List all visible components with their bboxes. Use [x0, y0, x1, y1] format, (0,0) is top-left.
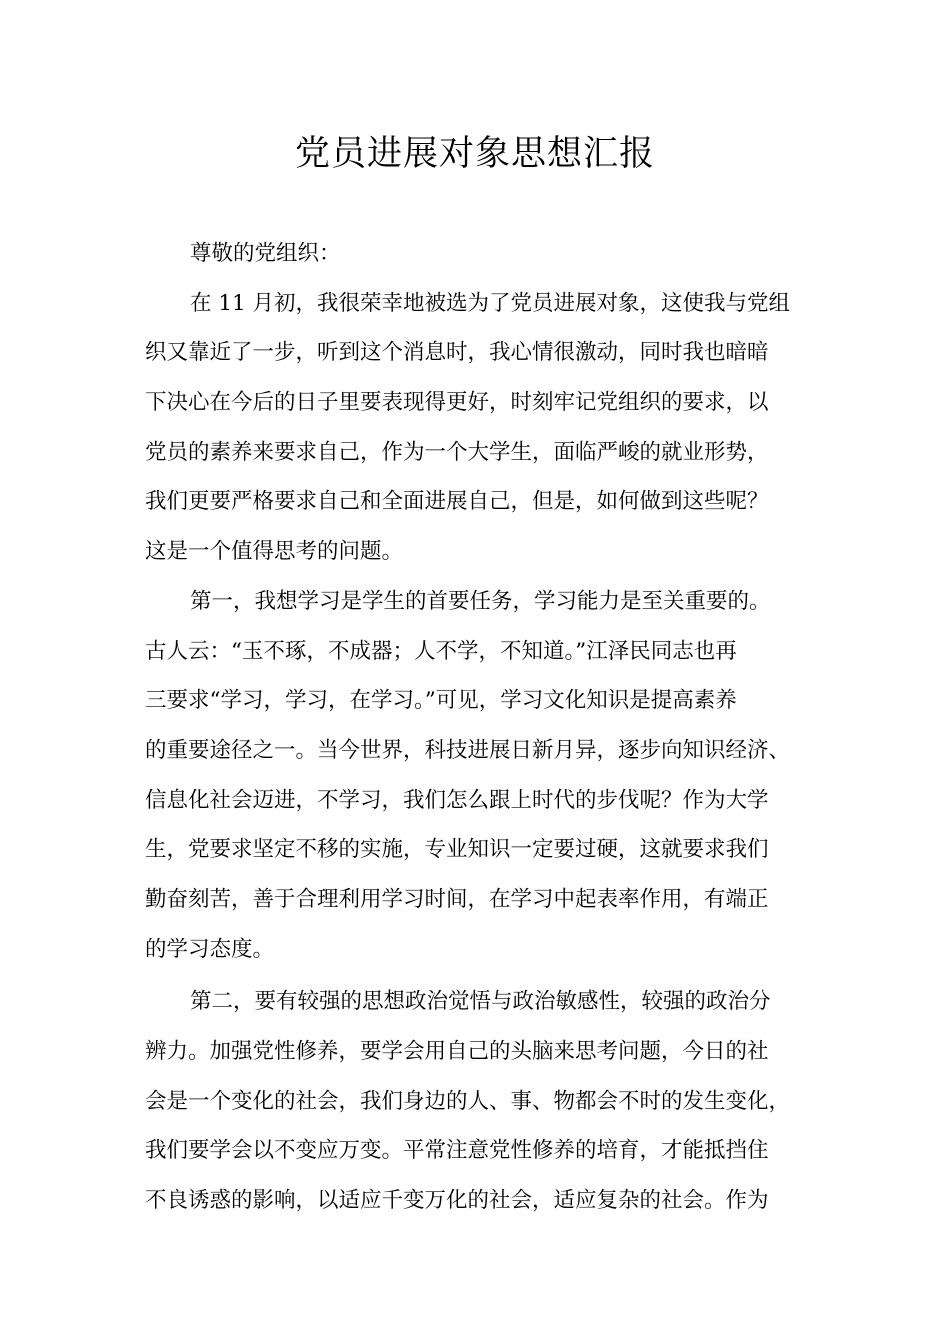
paragraph-2-line-3: 三要求“学习，学习，在学习。”可见，学习文化知识是提高素养 [145, 688, 737, 714]
paragraph-1-line-4: 党员的素养来要求自己，作为一个大学生，面临严峻的就业形势， [145, 439, 769, 465]
salutation: 尊敬的党组织： [190, 241, 341, 266]
paragraph-2-line-5: 信息化社会迈进，不学习，我们怎么跟上时代的步伐呢？作为大学 [145, 787, 769, 813]
paragraph-3-line-4: 我们要学会以不变应万变。平常注意党性修养的培育，才能抵挡住 [145, 1138, 769, 1164]
paragraph-1-line-3: 下决心在今后的日子里要表现得更好，时刻牢记党组织的要求，以 [145, 390, 769, 416]
paragraph-1-line-6: 这是一个值得思考的问题。 [145, 539, 404, 565]
document-body [145, 229, 825, 1226]
paragraph-2-line-6: 生，党要求坚定不移的实施，专业知识一定要过硬，这就要求我们 [145, 837, 769, 863]
paragraph-2-line-7: 勤奋刻苦，善于合理利用学习时间，在学习中起表率作用，有端正 [145, 886, 769, 912]
paragraph-1-line-5: 我们更要严格要求自己和全面进展自己，但是，如何做到这些呢？ [145, 489, 769, 515]
paragraph-3-line-5: 不良诱惑的影响，以适应千变万化的社会，适应复杂的社会。作为 [145, 1188, 769, 1214]
paragraph-1-line-2: 织又靠近了一步，听到这个消息时，我心情很激动，同时我也暗暗 [145, 340, 769, 366]
paragraph-2-line-2: 古人云：“玉不琢，不成器；人不学，不知道。”江泽民同志也再 [145, 638, 737, 664]
paragraph-2-line-1: 第一，我想学习是学生的首要任务，学习能力是至关重要的。 [190, 588, 771, 614]
paragraph-3-line-1: 第二，要有较强的思想政治觉悟与政治敏感性，较强的政治分 [190, 989, 771, 1015]
paragraph-3-line-3: 会是一个变化的社会，我们身边的人、事、物都会不时的发生变化， [145, 1088, 791, 1114]
paragraph-2-line-8: 的学习态度。 [145, 936, 275, 962]
paragraph-1-line-1: 在 11 月初，我很荣幸地被选为了党员进展对象，这使我与党组 [190, 290, 791, 316]
paragraph-2-line-4: 的重要途径之一。当今世界，科技进展日新月异，逐步向知识经济、 [145, 737, 791, 763]
paragraph-3-line-2: 辨力。加强党性修养，要学会用自己的头脑来思考问题，今日的社 [145, 1039, 769, 1064]
document-title: 党员进展对象思想汇报 [294, 134, 655, 174]
